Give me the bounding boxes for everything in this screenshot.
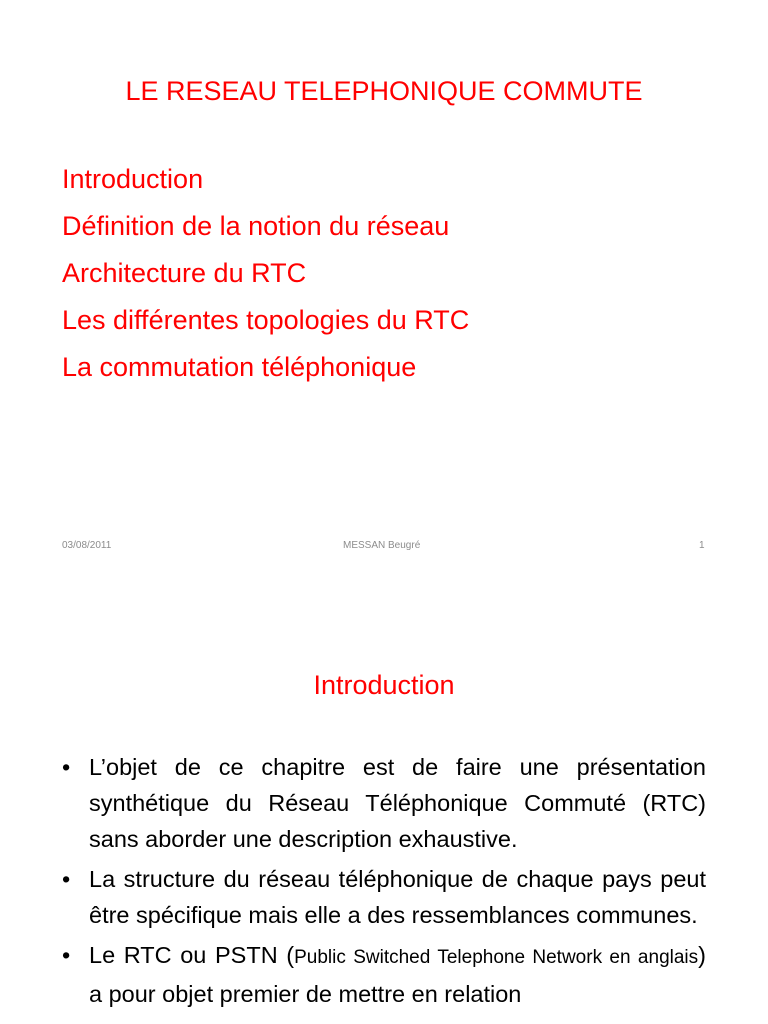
agenda-item: Définition de la notion du réseau xyxy=(62,211,450,241)
footer-page-number: 1 xyxy=(699,540,705,551)
bullet-list xyxy=(62,749,706,1016)
bullet-text-lead: Le RTC ou PSTN ( xyxy=(89,942,295,968)
agenda-item: Architecture du RTC xyxy=(62,258,307,288)
footer-date: 03/08/2011 xyxy=(62,540,112,551)
agenda-item: Les différentes topologies du RTC xyxy=(62,305,470,335)
bullet-dot-icon: • xyxy=(62,754,71,780)
footer-author: MESSAN Beugré xyxy=(343,540,421,551)
bullet-text: La structure du réseau téléphonique de chaque pays peut être spécifique mais elle a des ressemblances communes. xyxy=(89,866,706,928)
bullet-text: L’objet de ce chapitre est de faire une présentation synthétique du Réseau Téléphonique Commuté (RTC) sans aborder une description exhaustive. xyxy=(89,754,706,852)
slide-2 xyxy=(0,576,768,1024)
bullet-dot-icon: • xyxy=(62,866,71,892)
bullet-text-tail: ) a pour objet premier de mettre en relation xyxy=(89,942,706,1007)
slide-title: Introduction xyxy=(313,670,455,700)
bullet-item xyxy=(62,937,706,1012)
agenda-item: La commutation téléphonique xyxy=(62,352,417,382)
agenda-list xyxy=(62,156,469,391)
bullet-item xyxy=(62,749,706,857)
bullet-item xyxy=(62,861,706,933)
agenda-item: Introduction xyxy=(62,164,204,194)
bullet-text-note: Public Switched Telephone Network en anglais xyxy=(294,947,699,968)
bullet-dot-icon: • xyxy=(62,942,71,968)
slide-title: LE RESEAU TELEPHONIQUE COMMUTE xyxy=(125,76,643,106)
